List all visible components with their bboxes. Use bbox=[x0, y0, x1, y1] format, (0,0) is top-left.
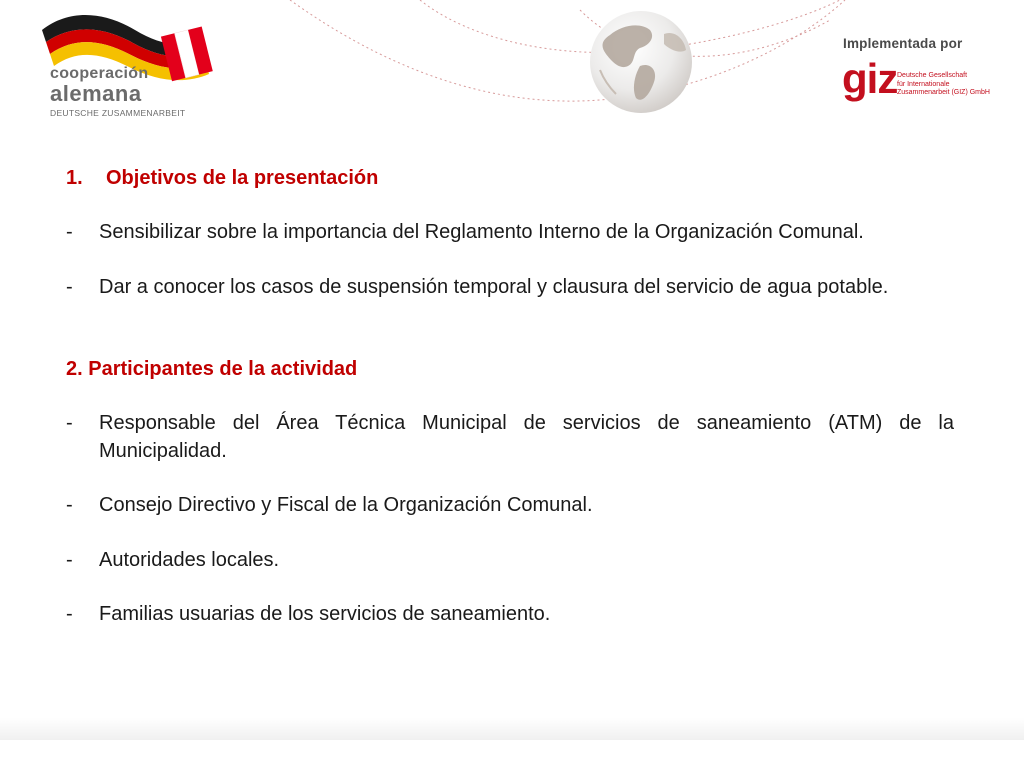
partner-logo-text bbox=[50, 66, 185, 118]
bullet-dash: - bbox=[66, 221, 73, 243]
section-title: Participantes de la actividad bbox=[88, 358, 358, 380]
implementer-label: Implementada por bbox=[843, 36, 963, 51]
bullet-dash: - bbox=[66, 494, 73, 516]
giz-org-line2: für Internationale bbox=[897, 80, 950, 88]
list-item-text: Consejo Directivo y Fiscal de la Organización Comunal. bbox=[99, 494, 593, 516]
list-item bbox=[66, 547, 954, 575]
giz-logo: giz bbox=[842, 55, 898, 102]
section-title: Objetivos de la presentación bbox=[106, 167, 379, 189]
section-number: 1. bbox=[66, 167, 83, 189]
footer-band bbox=[0, 718, 1024, 740]
bullet-dash: - bbox=[66, 412, 73, 434]
logo-line-deutsche: DEUTSCHE ZUSAMMENARBEIT bbox=[50, 108, 186, 118]
list-item bbox=[66, 601, 954, 629]
list-item-text: Dar a conocer los casos de suspensión temporal y clausura del servicio de agua potable. bbox=[99, 275, 889, 298]
bullet-dash: - bbox=[66, 548, 73, 571]
decor-arc bbox=[290, 0, 845, 101]
giz-org-line1: Deutsche Gesellschaft bbox=[897, 72, 968, 79]
list-item-text: Responsable del Área Técnica Municipal de servicios de saneamiento (ATM) de la Municipalidad. bbox=[99, 412, 954, 462]
bullet-dash: - bbox=[66, 603, 73, 625]
section-heading-participantes bbox=[66, 355, 954, 383]
list-item-text: Sensibilizar sobre la importancia del Reglamento Interno de la Organización Comunal. bbox=[99, 221, 864, 243]
list-item-text: Autoridades locales. bbox=[99, 548, 280, 571]
logo-line-cooperacion: cooperación bbox=[50, 65, 149, 82]
list-item-text: Familias usuarias de los servicios de saneamiento. bbox=[99, 603, 551, 625]
giz-org-line3: Zusammenarbeit (GIZ) GmbH bbox=[897, 89, 990, 96]
list-item bbox=[66, 274, 954, 302]
list-item bbox=[66, 410, 954, 465]
section-number: 2. bbox=[66, 358, 83, 380]
bullet-dash: - bbox=[66, 275, 73, 298]
section-heading-objetivos bbox=[66, 164, 954, 192]
logo-line-alemana: alemana bbox=[50, 81, 142, 106]
globe-icon bbox=[590, 11, 692, 113]
list-item bbox=[66, 492, 954, 520]
slide-body bbox=[66, 164, 954, 629]
list-item bbox=[66, 219, 954, 247]
giz-org-name bbox=[897, 72, 990, 98]
